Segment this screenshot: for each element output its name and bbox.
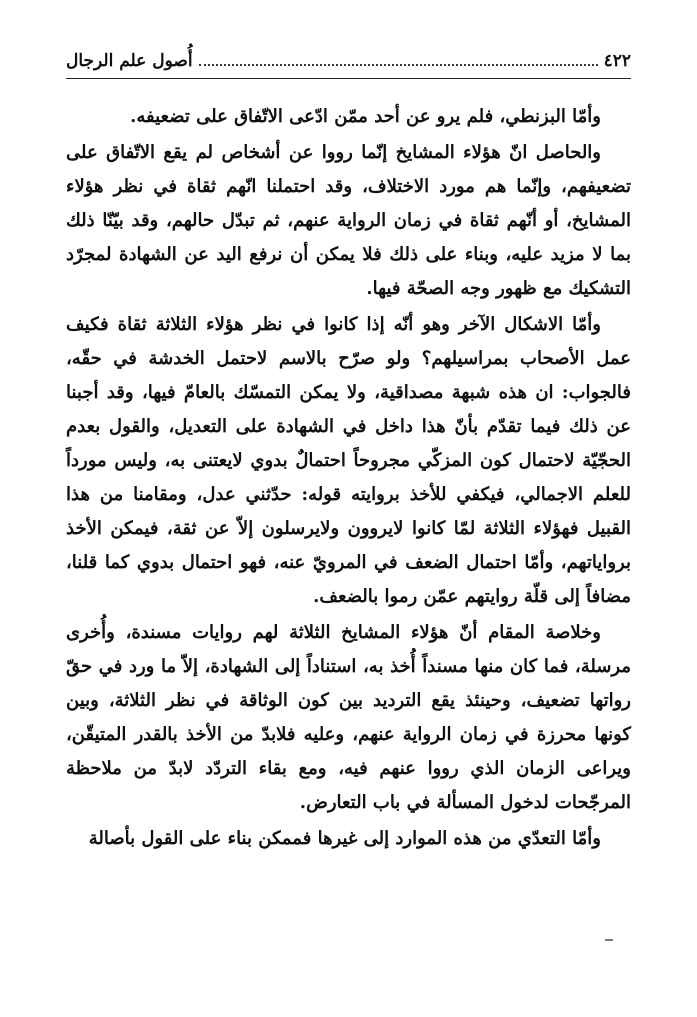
paragraph: وأمّا البزنطي، فلم يرو عن أحد ممّن ادّعى الاتّفاق على تضعيفه. [130,106,601,127]
book-title: أُصول علم الرجال [66,51,193,71]
paragraph: وأمّا الاشكال الآخر وهو أنّه إذا كانوا في نظر هؤلاء الثلاثة ثقاة فكيف عمل الأصحاب بمراسيلهم؟ ولو صرّح بالاسم لاحتمل الخدشة في حقّه، فالجواب: ان هذه شبهة مصداقية، ولا يمكن التمسّك بالعامّ فيها، وقد أجبنا عن ذلك فيما تقدّم بأنّ هذا داخل في الشهادة على التعديل، والقول بعدم الحجّيّة لاحتمال كون المزكّي مجروحاً احتمالٌ بدوي لايعتنى به، وليس مورداً للعلم الاجمالي، فيكفي للأخذ بروايته قوله: حدّثني عدل، ومقامنا من هذا القبيل فهؤلاء الثلاثة لمّا كانوا لايروون ولايرسلون إلاّ عن ثقة، فيمكن الأخذ برواياتهم، وأمّا احتمال الضعف في المرويّ عنه، فهو احتمال بدوي كما قلنا، مضافاً إلى قلّة روايتهم عمّن رموا بالضعف. [66,314,632,607]
running-header [66,44,631,79]
margin-tick-mark [605,939,613,941]
dotted-leader [199,64,598,66]
body-text [66,100,631,856]
paragraph: وخلاصة المقام أنّ هؤلاء المشايخ الثلاثة لهم روايات مسندة، وأُخرى مرسلة، فما كان منها مسنداً أُخذ به، استناداً إلى الشهادة، إلاّ ما ورد في حقّ رواتها تضعيف، وحينئذ يقع الترديد بين كون الوثاقة في نظر الثلاثة، وبين كونها محرزة في زمان الرواية عنهم، وعليه فلابدّ من الأخذ بالقدر المتيقّن، ويراعى الزمان الذي رووا عنهم فيه، ومع بقاء التردّد لابدّ من ملاحظة المرجّحات لدخول المسألة في باب التعارض. [66,622,631,813]
page-number: ٤٢٢ [603,51,631,71]
paragraph: والحاصل انّ هؤلاء المشايخ إنّما رووا عن أشخاص لم يقع الاتّفاق على تضعيفهم، وإنّما هم مورد الاختلاف، وقد احتملنا انّهم ثقاة في نظر هؤلاء المشايخ، أو أنّهم ثقاة في زمان الرواية عنهم، ثم تبدّل حالهم، وقد بيّنّا ذلك بما لا مزيد عليه، وبناء على ذلك فلا يمكن أن نرفع اليد عن الشهادة لمجرّد التشكيك مع ظهور وجه الصحّة فيها. [66,142,631,299]
paragraph: وأمّا التعدّي من هذه الموارد إلى غيرها فممكن بناء على القول بأصالة [88,828,601,849]
